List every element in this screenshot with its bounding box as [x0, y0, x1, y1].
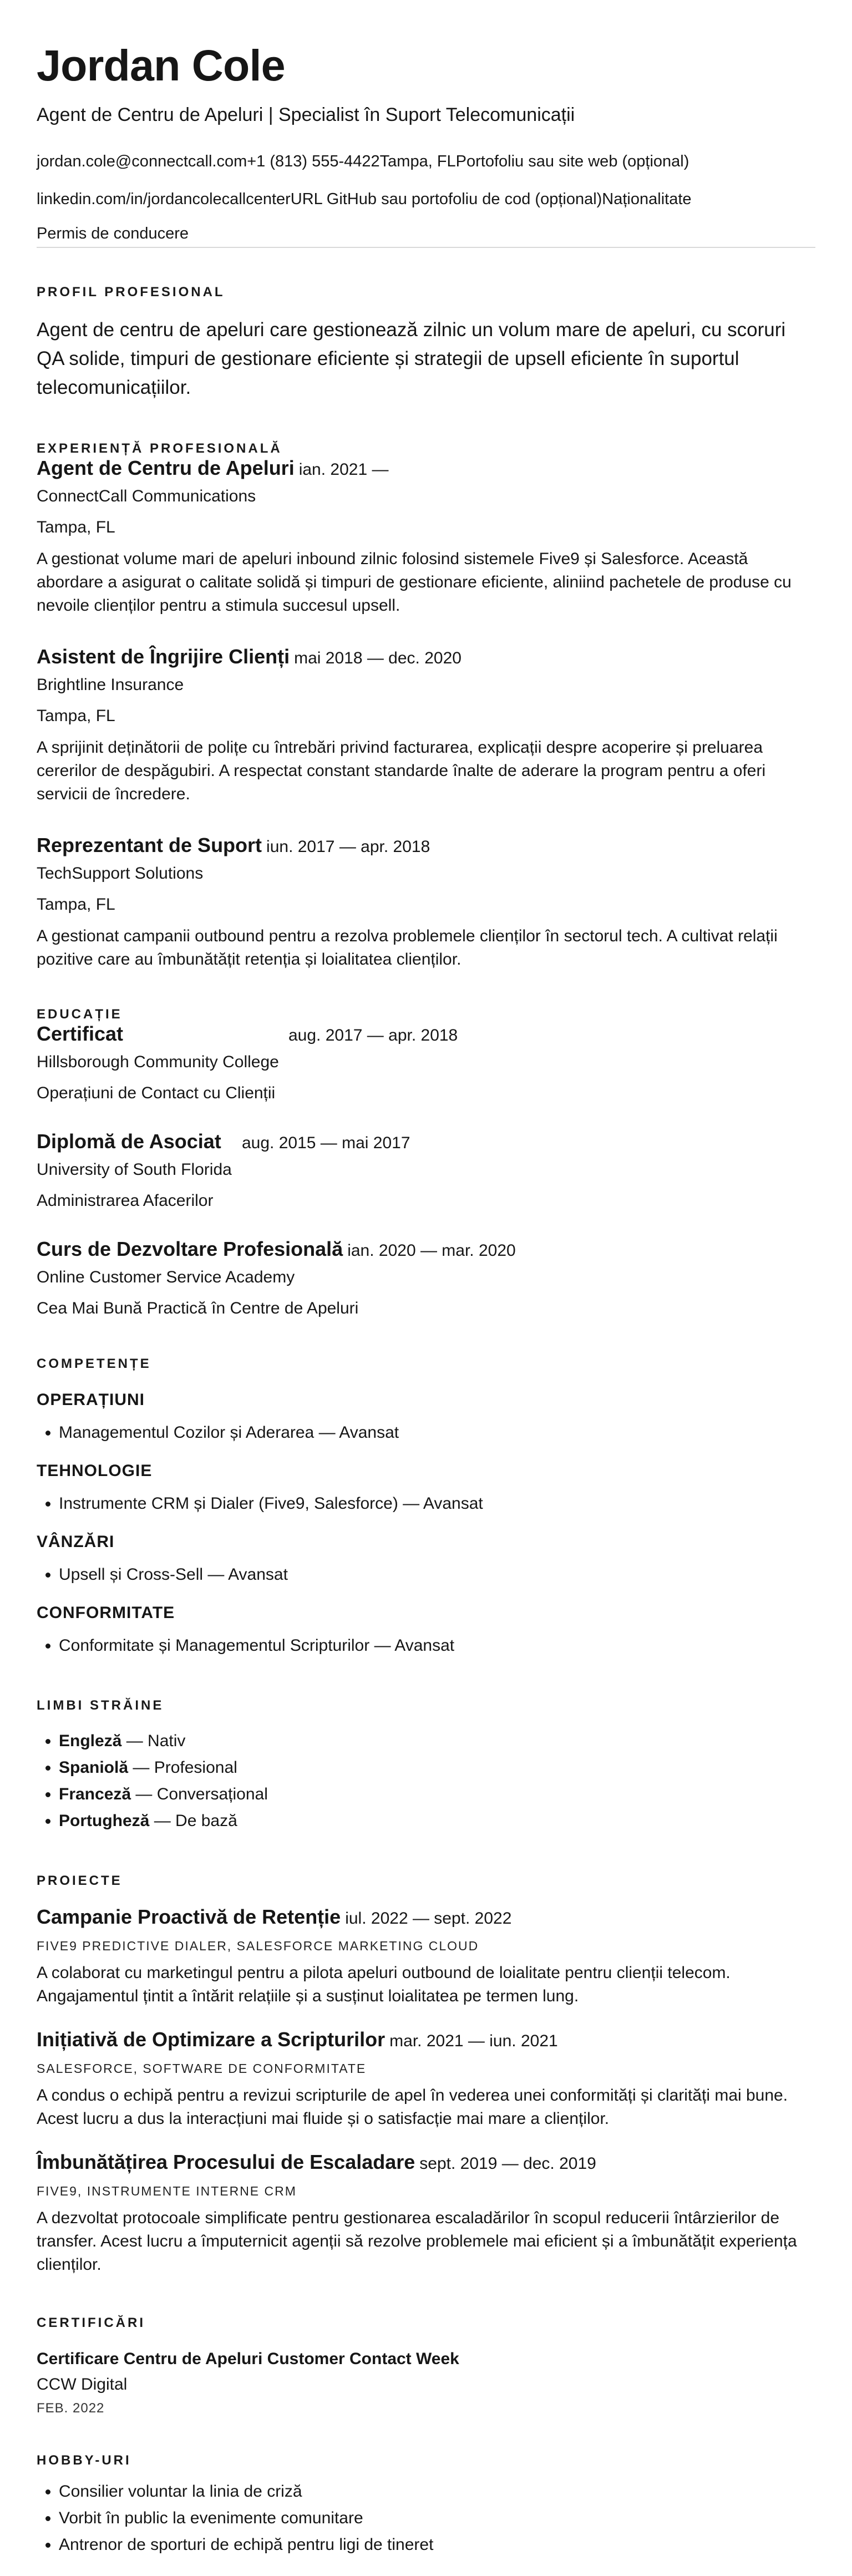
project-description: A dezvoltat protocoale simplificate pentru gestionarea escaladărilor în scopul reducerii întârzierilor de transfer. Acest lucru a împuternicit agenții să rezolve problemele mai eficient și a îmbunătățit experiența clienților. — [37, 2209, 797, 2274]
job-location: Tampa, FL — [37, 895, 115, 914]
project-technologies: FIVE9 PREDICTIVE DIALER, SALESFORCE MARKETING CLOUD — [37, 1939, 479, 1954]
profile-section — [37, 285, 815, 402]
candidate-headline: Agent de Centru de Apeluri | Specialist în Suport Telecomunicații — [37, 104, 575, 125]
project-title: Îmbunătățirea Procesului de Escaladare — [37, 2151, 415, 2174]
skill-list — [37, 1419, 815, 1446]
education-date: aug. 2017 — apr. 2018 — [288, 1026, 458, 1045]
contact-line-1: jordan.cole@connectcall.com+1 (813) 555-4422Tampa, FLPortofoliu sau site web (opțional) — [37, 153, 689, 171]
education-degree: Certificat — [37, 1022, 124, 1046]
education-degree: Curs de Dezvoltare Profesională — [37, 1238, 343, 1261]
language-level: — Nativ — [121, 1732, 186, 1751]
job-date: mai 2018 — dec. 2020 — [294, 649, 462, 668]
skills-section-title: COMPETENȚE — [37, 1356, 151, 1372]
certification-date: FEB. 2022 — [37, 2401, 105, 2416]
hobby-item: • Vorbit în public la evenimente comunitare — [59, 2505, 815, 2532]
project-title: Inițiativă de Optimizare a Scripturilor — [37, 2028, 386, 2051]
skill-list — [37, 1561, 815, 1588]
education-field: Cea Mai Bună Practică în Centre de Apeluri — [37, 1299, 359, 1318]
education-school: Online Customer Service Academy — [37, 1268, 295, 1287]
projects-section-title: PROIECTE — [37, 1873, 123, 1889]
resume-header — [37, 40, 815, 248]
project-title: Campanie Proactivă de Retenție — [37, 1905, 341, 1929]
language-name: Engleză — [59, 1732, 122, 1751]
education-school: Hillsborough Community College — [37, 1053, 279, 1072]
job-title: Asistent de Îngrijire Clienți — [37, 645, 290, 668]
projects-section — [37, 1873, 815, 2276]
project-date: sept. 2019 — dec. 2019 — [419, 2154, 596, 2173]
project-description: A condus o echipă pentru a revizui scripturile de apel în vederea unei conformități și clarități mai bune. Acest lucru a dus la interacțiuni mai fluide și o satisfacție mai mare a clienților. — [37, 2086, 788, 2128]
experience-entry — [37, 834, 815, 971]
profile-summary: Agent de centru de apeluri care gestionează zilnic un volum mare de apeluri, cu scoruri QA solide, timpuri de gestionare eficiente și strategii de upsell eficiente în suportul telecomunicațiilor. — [37, 319, 786, 399]
certifications-section-title: CERTIFICĂRI — [37, 2315, 145, 2331]
contact-line-2: linkedin.com/in/jordancolecallcenterURL GitHub sau portofoliu de cod (opțional)Naționalitate — [37, 190, 692, 209]
languages-section — [37, 1698, 815, 1834]
hobbies-section — [37, 2453, 815, 2558]
skill-item: • Upsell și Cross-Sell — Avansat — [59, 1561, 815, 1588]
language-list — [37, 1728, 815, 1834]
project-entry — [37, 1905, 815, 2008]
education-entry — [37, 1238, 815, 1321]
job-description: A sprijinit deținătorii de polițe cu întrebări privind facturarea, explicații despre acoperire și preluarea cererilor de despăgubiri. A respectat constant standarde înalte de aderare la program pentru a oferi servicii de încredere. — [37, 738, 766, 804]
project-entry — [37, 2028, 815, 2131]
certification-entry — [37, 2350, 815, 2416]
language-item — [59, 1754, 815, 1781]
project-date: iul. 2022 — sept. 2022 — [345, 1909, 512, 1928]
job-date: iun. 2017 — apr. 2018 — [266, 838, 430, 856]
contact-info — [37, 143, 815, 246]
language-level: — Profesional — [128, 1758, 237, 1777]
project-description: A colaborat cu marketingul pentru a pilota apeluri outbound de loialitate pentru clienții telecom. Angajamentul țintit a întărit relațiile și a susținut loialitatea pe termen lung. — [37, 1964, 731, 2006]
skill-item: • Instrumente CRM și Dialer (Five9, Salesforce) — Avansat — [59, 1490, 815, 1517]
education-section — [37, 1007, 815, 1321]
job-description: A gestionat volume mari de apeluri inbound zilnic folosind sistemele Five9 și Salesforce. Această abordare a asigurat o calitate solidă și timpuri de gestionare eficiente, aliniind pachetele de produse cu nevoile clienților pentru a stimula succesul upsell. — [37, 550, 792, 615]
hobby-item: • Consilier voluntar la linia de criză — [59, 2478, 815, 2505]
education-school: University of South Florida — [37, 1160, 232, 1179]
job-title: Agent de Centru de Apeluri — [37, 457, 295, 480]
education-section-title: EDUCAȚIE — [37, 1007, 123, 1022]
skill-list — [37, 1632, 815, 1659]
job-company: Brightline Insurance — [37, 676, 184, 694]
project-date: mar. 2021 — iun. 2021 — [389, 2032, 558, 2051]
job-company: ConnectCall Communications — [37, 487, 256, 506]
hobbies-section-title: HOBBY-URI — [37, 2453, 131, 2468]
education-field: Operațiuni de Contact cu Clienții — [37, 1084, 276, 1103]
skills-section — [37, 1356, 815, 1659]
experience-section-title: EXPERIENȚĂ PROFESIONALĂ — [37, 441, 282, 457]
education-degree: Diplomă de Asociat — [37, 1130, 221, 1153]
project-technologies: SALESFORCE, SOFTWARE DE CONFORMITATE — [37, 2061, 367, 2076]
experience-entry — [37, 457, 815, 617]
skill-item: • Conformitate și Managementul Scripturilor — Avansat — [59, 1632, 815, 1659]
experience-section — [37, 441, 815, 971]
language-item — [59, 1781, 815, 1808]
skill-category-title: CONFORMITATE — [37, 1604, 175, 1622]
profile-section-title: PROFIL PROFESIONAL — [37, 285, 225, 300]
skill-item: • Managementul Cozilor și Aderarea — Avansat — [59, 1419, 815, 1446]
experience-entry — [37, 645, 815, 806]
languages-section-title: LIMBI STRĂINE — [37, 1698, 164, 1713]
language-item — [59, 1808, 815, 1834]
education-date: ian. 2020 — mar. 2020 — [347, 1241, 516, 1260]
skill-category-title: OPERAȚIUNI — [37, 1391, 145, 1409]
job-date: ian. 2021 — — [298, 460, 389, 479]
job-title: Reprezentant de Suport — [37, 834, 262, 857]
job-location: Tampa, FL — [37, 518, 115, 537]
language-item — [59, 1728, 815, 1754]
project-entry — [37, 2151, 815, 2276]
skill-category-title: VÂNZĂRI — [37, 1533, 115, 1551]
job-location: Tampa, FL — [37, 707, 115, 726]
hobby-item: • Antrenor de sporturi de echipă pentru ligi de tineret — [59, 2532, 815, 2558]
skill-category-title: TEHNOLOGIE — [37, 1462, 153, 1480]
job-description: A gestionat campanii outbound pentru a rezolva problemele clienților în sectorul tech. A cultivat relații pozitive care au îmbunătățit retenția și loialitatea clienților. — [37, 927, 778, 969]
contact-line-3: Permis de conducere — [37, 225, 189, 243]
education-date: aug. 2015 — mai 2017 — [242, 1134, 410, 1153]
skill-list — [37, 1490, 815, 1517]
language-name: Franceză — [59, 1785, 131, 1804]
candidate-name: Jordan Cole — [37, 40, 285, 90]
language-name: Spaniolă — [59, 1758, 129, 1777]
job-company: TechSupport Solutions — [37, 864, 204, 883]
hobby-list — [37, 2478, 815, 2558]
project-technologies: FIVE9, INSTRUMENTE INTERNE CRM — [37, 2184, 297, 2199]
certifications-section — [37, 2315, 815, 2416]
certification-issuer: CCW Digital — [37, 2375, 128, 2394]
header-divider — [37, 247, 815, 248]
language-level: — De bază — [149, 1812, 237, 1830]
language-level: — Conversațional — [131, 1785, 268, 1804]
education-entry — [37, 1022, 815, 1106]
education-entry — [37, 1130, 815, 1213]
certification-name: Certificare Centru de Apeluri Customer Contact Week — [37, 2350, 459, 2369]
language-name: Portugheză — [59, 1812, 150, 1830]
education-field: Administrarea Afacerilor — [37, 1191, 214, 1210]
